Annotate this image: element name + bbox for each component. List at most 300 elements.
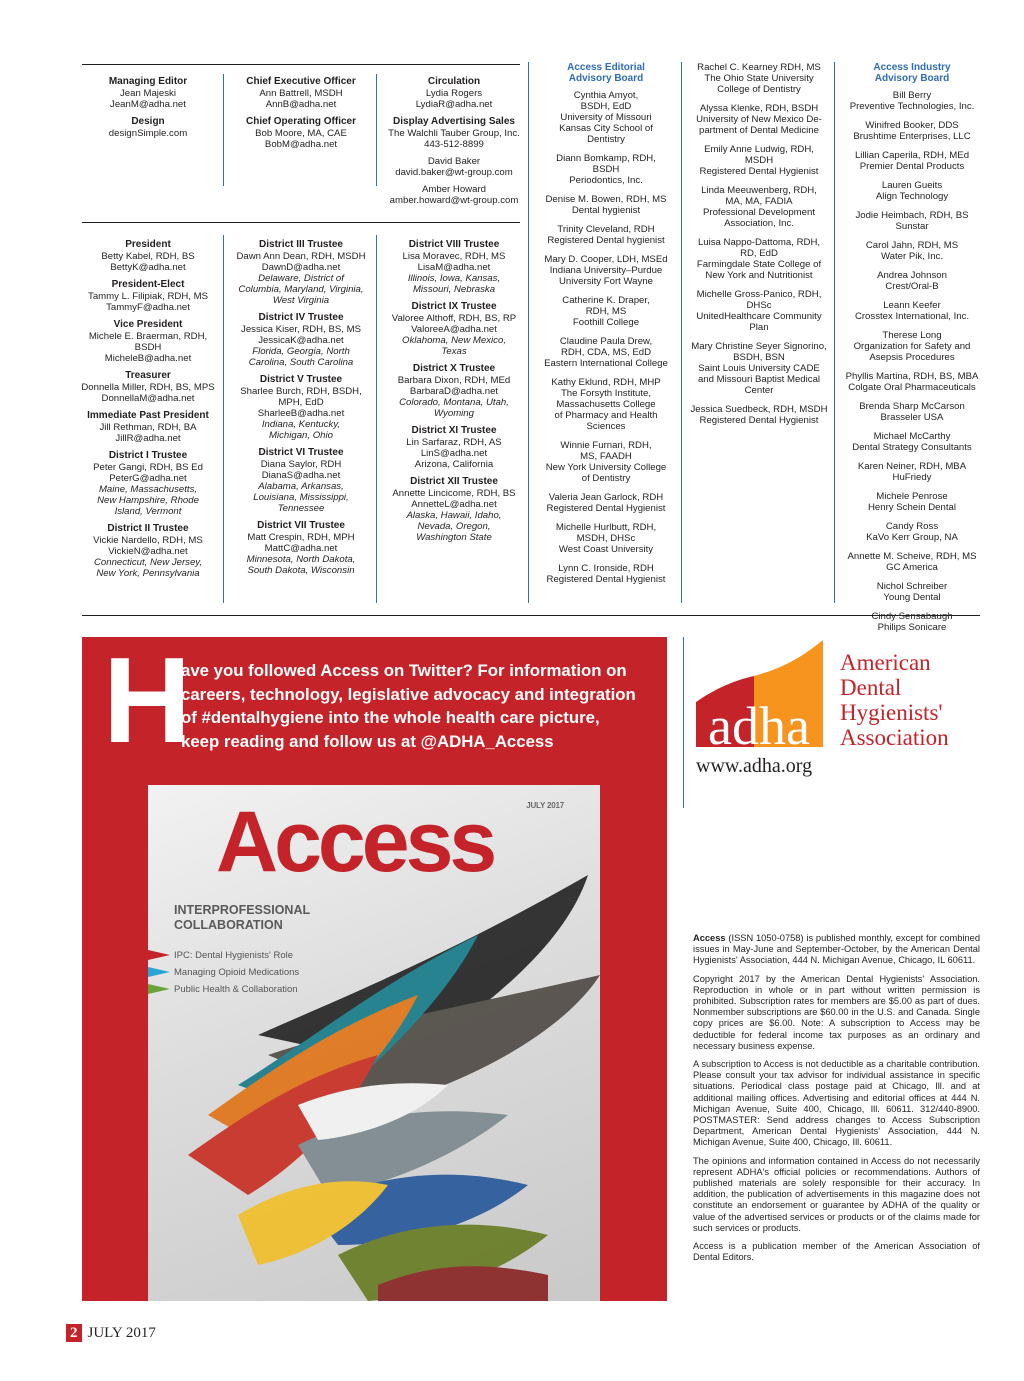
board-member-line: Massachusetts College <box>556 399 656 410</box>
board-member-line: Water Pik, Inc. <box>880 251 944 262</box>
entry-line: SharleeB@adha.net <box>257 408 345 419</box>
page-folio <box>66 1324 156 1342</box>
ad-dropcap: H <box>103 637 192 768</box>
entry-line: david.baker@wt-group.com <box>395 167 513 178</box>
entry-region: Minnesota, North Dakota, <box>246 554 356 565</box>
cover-headline-line: INTERPROFESSIONAL <box>174 903 311 917</box>
cover-topic <box>174 981 299 998</box>
board-member-line: Cynthia Amyot, <box>573 90 639 101</box>
ad-divider <box>683 637 684 808</box>
board-member-line: Michele Penrose <box>876 491 948 502</box>
entry-line: JessicaK@adha.net <box>258 335 344 346</box>
board-member-line: Emily Anne Ludwig, RDH, <box>704 144 814 155</box>
board-member <box>840 401 984 423</box>
pubinfo-paragraph: Access is a publication member of the American Association of Dental Editors. <box>693 1241 980 1263</box>
board-member-line: Philips Sonicare <box>877 622 947 633</box>
board-member-line: Mary D. Cooper, LDH, MSEd <box>544 254 668 265</box>
entry-line: AnnB@adha.net <box>265 99 337 110</box>
masthead-entry <box>384 156 524 178</box>
staff-column <box>384 76 524 212</box>
board-member-line: Leann Keefer <box>883 300 941 311</box>
entry-region: Alaska, Hawaii, Idaho, <box>406 510 502 521</box>
editorial-board-column <box>536 62 676 593</box>
board-member-line: Dental Strategy Consultants <box>852 442 972 453</box>
entry-heading: District I Trustee <box>108 450 188 461</box>
board-member-line: GC America <box>886 562 938 573</box>
entry-line: Bob Moore, MA, CAE <box>255 128 347 139</box>
board-member-line: Farmingdale State College of <box>696 259 822 270</box>
column-divider <box>681 62 682 603</box>
entry-region: New York, Pennsylvania <box>96 568 200 579</box>
entry-region: Washington State <box>416 532 492 543</box>
board-member <box>688 237 830 281</box>
board-member <box>536 563 676 585</box>
board-member-line: RDH, CDA, MS, EdD <box>560 347 652 358</box>
board-member <box>536 295 676 328</box>
entry-region: Nevada, Oregon, <box>417 521 491 532</box>
board-member-line: Eastern International College <box>544 358 668 369</box>
cover-topics <box>174 947 299 998</box>
entry-line: Ann Battrell, MSDH <box>259 88 343 99</box>
entry-heading: District XII Trustee <box>410 476 498 487</box>
masthead-entry <box>80 319 216 364</box>
board-member-line: Jodie Heimbach, RDH, BS <box>855 210 969 221</box>
board-member <box>688 289 830 333</box>
board-member <box>840 150 984 172</box>
board-member <box>536 522 676 555</box>
board-member-line: BSDH, EdD <box>580 101 632 112</box>
entry-line: AnnetteL@adha.net <box>411 499 497 510</box>
topic-marker-icon <box>148 967 170 977</box>
entry-region: Maine, Massachusetts, <box>98 484 198 495</box>
board-member-line: Andrea Johnson <box>877 270 947 281</box>
board-member <box>840 120 984 142</box>
entry-line: Diana Saylor, RDH <box>260 459 342 470</box>
adha-wordmark-line: Association <box>840 725 949 750</box>
board-title-line: Access Industry <box>873 62 951 73</box>
entry-line: MattC@adha.net <box>264 543 338 554</box>
board-member-line: Premier Dental Products <box>859 161 965 172</box>
entry-line: MPH, EdD <box>278 397 324 408</box>
board-member-line: Lauren Gueits <box>881 180 943 191</box>
board-member-line: Kansas City School of <box>559 123 653 134</box>
entry-heading: Treasurer <box>125 370 171 381</box>
board-member-line: Winnie Furnari, RDH, <box>560 440 652 451</box>
entry-line: PeterG@adha.net <box>109 473 187 484</box>
entry-heading: District IX Trustee <box>411 301 497 312</box>
masthead-entry <box>231 447 371 514</box>
entry-line: Valoree Althoff, RDH, BS, RP <box>391 313 517 324</box>
entry-heading: Circulation <box>427 76 481 87</box>
editorial-board-column <box>688 62 830 434</box>
board-member-line: of Dentistry <box>581 473 631 484</box>
entry-heading: District VI Trustee <box>258 447 344 458</box>
cover-headline <box>174 903 310 933</box>
entry-region: Tennessee <box>277 503 325 514</box>
entry-region: West Virginia <box>272 295 330 306</box>
entry-line: 443-512-8899 <box>424 139 484 150</box>
board-member-line: Indiana University–Purdue <box>549 265 663 276</box>
top-rule <box>82 64 520 65</box>
masthead-entry <box>80 450 216 517</box>
board-member <box>688 404 830 426</box>
board-member <box>840 210 984 232</box>
board-member-line: Plan <box>749 322 769 333</box>
board-member-line: Diann Bomkamp, RDH, <box>556 153 656 164</box>
board-member <box>536 440 676 484</box>
board-member <box>840 491 984 513</box>
board-member-line: Brenda Sharp McCarson <box>859 401 965 412</box>
entry-heading: District V Trustee <box>259 374 343 385</box>
board-member-line: BSDH, BSN <box>733 352 785 363</box>
twitter-ad <box>82 637 667 1301</box>
entry-region: South Dakota, Wisconsin <box>247 565 355 576</box>
entry-line: VickieN@adha.net <box>108 546 188 557</box>
board-member-line: Alyssa Klenke, RDH, BSDH <box>699 103 819 114</box>
entry-heading: Chief Operating Officer <box>245 116 356 127</box>
cover-topic-text: IPC: Dental Hygienists' Role <box>174 950 294 961</box>
board-member <box>536 90 676 145</box>
board-member-line: University Fort Wayne <box>558 276 653 287</box>
board-member-line: Annette M. Scheive, RDH, MS <box>847 551 977 562</box>
cover-topic <box>174 947 299 964</box>
entry-line: Sharlee Burch, RDH, BSDH, <box>240 386 362 397</box>
column-divider <box>528 62 529 603</box>
entry-line: Annette Lincicome, RDH, BS <box>392 488 516 499</box>
masthead-entry <box>231 239 371 306</box>
entry-line: Barbara Dixon, RDH, MEd <box>397 375 511 386</box>
board-member-line: Brushtime Enterprises, LLC <box>853 131 971 142</box>
entry-heading: Managing Editor <box>108 76 188 87</box>
entry-region: Wyoming <box>434 408 474 419</box>
entry-region: Missouri, Nebraska <box>412 284 496 295</box>
masthead-entry <box>82 116 214 139</box>
board-member <box>840 581 984 603</box>
masthead-entry <box>80 279 216 313</box>
board-member-line: Linda Meeuwenberg, RDH, <box>701 185 817 196</box>
entry-line: DonnellaM@adha.net <box>101 393 195 404</box>
board-member-line: Periodontics, Inc. <box>569 175 643 186</box>
column-divider <box>223 74 224 186</box>
board-member-line: MS, FAADH <box>580 451 632 462</box>
board-member-line: KaVo Kerr Group, NA <box>866 532 958 543</box>
entry-region: Illinois, Iowa, Kansas, <box>407 273 501 284</box>
entry-line: BettyK@adha.net <box>110 262 186 273</box>
board-member-line: MSDH, DHSc <box>576 533 636 544</box>
column-divider <box>376 235 377 603</box>
board-member-line: Mary Christine Seyer Signorino, <box>691 341 827 352</box>
entry-region: Texas <box>441 346 467 357</box>
board-member-line: Trinity Cleveland, RDH <box>557 224 655 235</box>
column-divider <box>834 62 835 603</box>
entry-region: Columbia, Maryland, Virginia, <box>238 284 364 295</box>
board-member-line: Valeria Jean Garlock, RDH <box>548 492 664 503</box>
entry-line: ValoreeA@adha.net <box>411 324 497 335</box>
entry-line: LisaM@adha.net <box>417 262 491 273</box>
ad-copy <box>181 659 661 753</box>
entry-heading: District XI Trustee <box>411 425 497 436</box>
entry-region: Michigan, Ohio <box>269 430 333 441</box>
entry-line: Amber Howard <box>422 184 486 195</box>
board-member <box>840 180 984 202</box>
board-member <box>536 254 676 287</box>
board-member <box>840 90 984 112</box>
entry-line: Dawn Ann Dean, RDH, MSDH <box>236 251 366 262</box>
board-member-line: Michael McCarthy <box>873 431 951 442</box>
board-member-line: DHSc <box>746 300 772 311</box>
entry-line: DawnD@adha.net <box>261 262 341 273</box>
board-member-line: Crosstex International, Inc. <box>854 311 970 322</box>
entry-line: LydiaR@adha.net <box>415 99 493 110</box>
cover-date: JULY 2017 <box>526 801 564 810</box>
ad-line: careers, technology, legislative advocacy and integration <box>181 684 636 704</box>
entry-region: Carolina, South Carolina <box>248 357 354 368</box>
ad-line: of #dentalhygiene into the whole health care picture, <box>181 708 600 727</box>
board-member-line: Jessica Suedbeck, RDH, MSDH <box>690 404 828 415</box>
pubinfo-paragraph: A subscription to Access is not deductible as a charitable contribution. Please consult your tax advisor for individual assistance in specific situations. Periodical class postage paid at Chicago, Ill. and at additional mailing offices. Advertising and editorial offices at 444 N. Michigan Avenue, Suite 400, Chicago, Ill. 60611. 312/440-8900. POSTMASTER: Send address changes to Access Subscription Department, American Dental Hygienists' Association, 444 N. Michigan Avenue, Suite 400, Chicago, Ill. 60611. <box>693 1059 980 1148</box>
entry-heading: Vice President <box>113 319 183 330</box>
entry-line: Jean Majeski <box>120 88 176 99</box>
entry-line: Peter Gangi, RDH, BS Ed <box>93 462 203 473</box>
board-member-line: Organization for Safety and <box>853 341 971 352</box>
board-member-line: Preventive Technologies, Inc. <box>849 101 975 112</box>
entry-region: Florida, Georgia, North <box>252 346 350 357</box>
board-member-line: Foothill College <box>572 317 640 328</box>
entry-line: Donnella Miller, RDH, BS, MPS <box>81 382 215 393</box>
board-member-line: Rachel C. Kearney RDH, MS <box>697 62 821 73</box>
board-member-line: Candy Ross <box>885 521 939 532</box>
board-member <box>840 330 984 363</box>
entry-line: designSimple.com <box>108 128 188 139</box>
cover-topic-text: Managing Opioid Medications <box>174 967 300 978</box>
entry-line: Jessica Kiser, RDH, BS, MS <box>241 324 361 335</box>
board-member <box>840 270 984 292</box>
board-member-line: Henry Schein Dental <box>868 502 956 513</box>
entry-region: Delaware, District of <box>258 273 344 284</box>
entry-line: Lin Sarfaraz, RDH, AS <box>406 437 502 448</box>
board-member-line: University of Missouri <box>560 112 652 123</box>
mid-rule <box>82 222 520 223</box>
entry-heading: President <box>125 239 171 250</box>
board-member <box>840 461 984 483</box>
entry-line: BSDH <box>134 342 162 353</box>
masthead-entry <box>82 76 214 110</box>
board-member-line: Colgate Oral Pharmaceuticals <box>848 382 976 393</box>
board-member-line: The Forsyth Institute, <box>560 388 652 399</box>
ad-line: keep reading and follow us at @ADHA_Access <box>181 731 554 751</box>
cover-headline-line: COLLABORATION <box>174 918 283 932</box>
entry-line: Michele E. Braerman, RDH, <box>88 331 208 342</box>
board-member-line: Registered Dental hygienist <box>547 235 665 246</box>
pubinfo-paragraph <box>693 933 980 967</box>
board-title <box>840 62 984 84</box>
board-member <box>688 185 830 229</box>
entry-heading: Design <box>131 116 165 127</box>
entry-line: JillR@adha.net <box>115 433 181 444</box>
masthead-entry <box>384 363 524 419</box>
board-member <box>688 144 830 177</box>
masthead-entry <box>80 370 216 404</box>
masthead-entry <box>384 184 524 206</box>
entry-heading: President-Elect <box>111 279 185 290</box>
board-member-line: Winifred Booker, DDS <box>865 120 959 131</box>
board-member-line: Karen Neiner, RDH, MBA <box>857 461 967 472</box>
board-member-line: Align Technology <box>875 191 949 202</box>
board-member-line: Registered Dental Hygienist <box>546 574 666 585</box>
board-member-line: MSDH <box>744 155 774 166</box>
entry-region: New Hampshire, Rhode <box>97 495 199 506</box>
entry-heading: Immediate Past President <box>87 410 209 421</box>
entry-heading: District IV Trustee <box>258 312 344 323</box>
entry-region: Louisiana, Mississippi, <box>253 492 349 503</box>
board-member-line: Lynn C. Ironside, RDH <box>558 563 654 574</box>
cover-topic-text: Public Health & Collaboration <box>174 984 298 995</box>
board-member-line: Center <box>744 385 774 396</box>
masthead-entry <box>80 239 216 273</box>
board-member-line: Carol Jahn, RDH, MS <box>865 240 959 251</box>
board-member <box>536 153 676 186</box>
cover-logo: Access <box>216 794 494 890</box>
entry-line: Vickie Nardello, RDH, MS <box>93 535 203 546</box>
entry-heading: District II Trustee <box>107 523 189 534</box>
masthead-entry <box>80 410 216 444</box>
entry-line: DianaS@adha.net <box>261 470 341 481</box>
entry-line: BobM@adha.net <box>264 139 338 150</box>
board-member-line: Brasseler USA <box>880 412 944 423</box>
masthead-entry <box>232 76 370 110</box>
board-member-line: and Missouri Baptist Medical <box>697 374 821 385</box>
board-member-line: Luisa Nappo-Dattoma, RDH, <box>697 237 821 248</box>
board-member <box>536 377 676 432</box>
adha-wordmark-line: Dental <box>840 675 902 700</box>
entry-heading: District III Trustee <box>259 239 343 250</box>
board-member-line: Registered Dental Hygienist <box>546 503 666 514</box>
masthead-entry <box>80 523 216 579</box>
adha-wordmark-line: Hygienists' <box>840 700 943 725</box>
topic-marker-icon <box>148 984 170 994</box>
board-member-line: Michelle Gross-Panico, RDH, <box>696 289 822 300</box>
issue-date: JULY 2017 <box>87 1325 156 1341</box>
board-member-line: Cindy Sensabaugh <box>871 611 953 622</box>
industry-board-column <box>840 62 984 641</box>
masthead-entry <box>384 76 524 110</box>
entry-line: amber.howard@wt-group.com <box>389 195 519 206</box>
masthead-entry <box>384 425 524 470</box>
board-member-line: Phyllis Martina, RDH, BS, MBA <box>845 371 979 382</box>
masthead-entry <box>384 476 524 543</box>
board-member-line: Catherine K. Draper, <box>562 295 650 306</box>
board-member-line: Dentistry <box>587 134 625 145</box>
board-member <box>840 300 984 322</box>
entry-line: LinS@adha.net <box>420 448 488 459</box>
board-member-line: Professional Development <box>703 207 815 218</box>
column-divider <box>223 235 224 603</box>
publication-info <box>693 933 980 1270</box>
board-member-line: Bill Berry <box>892 90 932 101</box>
entry-heading: Display Advertising Sales <box>393 116 515 127</box>
officers-column <box>80 239 216 585</box>
officers-column <box>384 239 524 549</box>
entry-heading: Chief Executive Officer <box>246 76 356 87</box>
board-member-line: partment of Dental Medicine <box>699 125 819 136</box>
column-divider <box>376 74 377 186</box>
entry-line: BarbaraD@adha.net <box>409 386 499 397</box>
adha-logo <box>696 640 996 785</box>
entry-region: Colorado, Montana, Utah, <box>399 397 509 408</box>
officers-column <box>231 239 371 582</box>
board-member <box>688 103 830 136</box>
board-member-line: New York University College <box>545 462 667 473</box>
cover-topic <box>174 964 299 981</box>
board-member <box>840 240 984 262</box>
adha-url[interactable]: www.adha.org <box>696 755 813 777</box>
staff-column <box>82 76 214 145</box>
board-member-line: RDH, MS <box>585 306 627 317</box>
entry-line: Jill Rethman, RDH, BA <box>99 422 197 433</box>
board-member-line: Asepsis Procedures <box>869 352 955 363</box>
masthead-entry <box>384 301 524 357</box>
board-title-line: Access Editorial <box>567 62 645 73</box>
board-member-line: MA, MA, FADIA <box>725 196 793 207</box>
entry-line: Betty Kabel, RDH, BS <box>101 251 195 262</box>
masthead-entry <box>231 374 371 441</box>
board-member-line: BSDH <box>592 164 620 175</box>
board-member <box>688 341 830 396</box>
pubinfo-text: (ISSN 1050-0758) is published monthly, except for combined issues in May-June and September-October, by the American Dental Hygienists' Association, 444 N. Michigan Avenue, Chicago, IL 60611. <box>693 933 980 966</box>
board-member <box>840 431 984 453</box>
masthead <box>81 62 980 633</box>
board-member-line: Registered Dental Hygienist <box>699 415 819 426</box>
entry-region: Connecticut, New Jersey, <box>93 557 203 568</box>
pubinfo-paragraph: Copyright 2017 by the American Dental Hygienists' Association. Reproduction in whole or in part without written permission is prohibited. Subscription rates for members are $5.00 as part of dues. Nonmember subscriptions are $60.00 in the U.S. and Canada. Single copy prices are $6.00. Note: A subscription to Access may be deductible for federal income tax purposes as an ordinary and necessary business expense. <box>693 973 980 1051</box>
board-member-line: Sunstar <box>895 221 929 232</box>
masthead-entry <box>384 116 524 150</box>
board-member-line: Denise M. Bowen, RDH, MS <box>545 194 667 205</box>
board-member-line: Crest/Oral-B <box>885 281 939 292</box>
board-member <box>688 62 830 95</box>
board-member-line: Sciences <box>586 421 626 432</box>
adha-mark-icon <box>696 640 823 747</box>
board-member-line: Nichol Schreiber <box>876 581 948 592</box>
board-member-line: Young Dental <box>883 592 941 603</box>
entry-line: Lydia Rogers <box>425 88 483 99</box>
board-member-line: RD, EdD <box>740 248 778 259</box>
entry-heading: District VII Trustee <box>257 520 345 531</box>
board-member <box>840 611 984 633</box>
board-member-line: Registered Dental Hygienist <box>699 166 819 177</box>
board-member <box>840 521 984 543</box>
entry-region: Oklahoma, New Mexico, <box>402 335 506 346</box>
entry-heading: District X Trustee <box>412 363 496 374</box>
entry-region: Alabama, Arkansas, <box>258 481 344 492</box>
magazine-cover <box>148 785 600 1301</box>
entry-line: TammyF@adha.net <box>106 302 190 313</box>
entry-line: JeanM@adha.net <box>110 99 186 110</box>
pubinfo-title: Access <box>693 933 726 943</box>
board-member-line: Saint Louis University CADE <box>698 363 820 374</box>
page-number: 2 <box>66 1324 82 1342</box>
board-member-line: New York and Nutritionist <box>705 270 813 281</box>
board-member <box>536 224 676 246</box>
masthead-entry <box>231 520 371 576</box>
board-member-line: Michelle Hurlbutt, RDH, <box>555 522 657 533</box>
topic-marker-icon <box>148 950 170 960</box>
board-member-line: Dental hygienist <box>571 205 641 216</box>
adha-wordmark <box>840 650 949 750</box>
masthead-entry <box>232 116 370 150</box>
board-member <box>536 492 676 514</box>
masthead-entry <box>384 239 524 295</box>
